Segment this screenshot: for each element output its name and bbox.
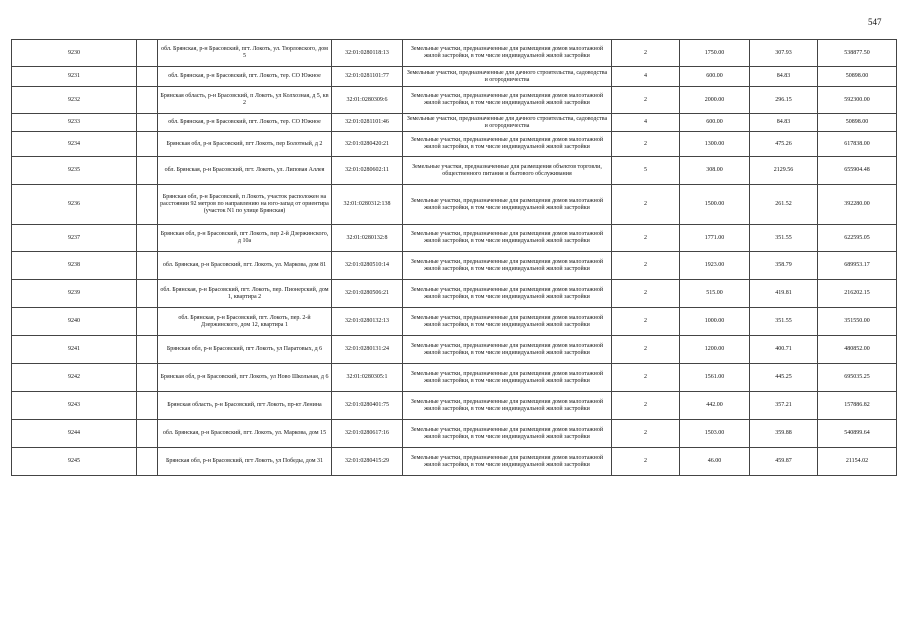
cadastral-cost-cell: 216202.15: [818, 280, 897, 308]
empty-cell: [137, 157, 158, 185]
area-cell: 442.00: [680, 392, 750, 420]
specific-value-cell: 261.52: [750, 185, 818, 225]
empty-cell: [137, 67, 158, 87]
table-row: [12, 114, 897, 132]
row-number: 9238: [12, 252, 137, 280]
page-number: 547: [868, 17, 882, 27]
address-cell: обл. Брянская, р-н Брасовский, пгт. Локоть, ул. Маркова, дом 81: [158, 252, 332, 280]
table-row: [12, 420, 897, 448]
cadastral-number-cell: 32:01:0280617:16: [332, 420, 403, 448]
specific-value-cell: 400.71: [750, 336, 818, 364]
land-use-cell: Земельные участки, предназначенные для размещения домов малоэтажной жилой застройки, в том числе индивидуальной жилой застройки: [403, 308, 612, 336]
row-number: 9230: [12, 40, 137, 67]
land-use-cell: Земельные участки, предназначенные для размещения домов малоэтажной жилой застройки, в том числе индивидуальной жилой застройки: [403, 87, 612, 114]
table-row: [12, 364, 897, 392]
category-cell: 2: [612, 280, 680, 308]
area-cell: 600.00: [680, 67, 750, 87]
cadastral-number-cell: 32:01:0280132:13: [332, 308, 403, 336]
cadastral-number-cell: 32:01:0280510:14: [332, 252, 403, 280]
address-cell: Брянская обл, р-н Брасовский, п Локоть, участок расположен на расстоянии 92 метров по направлению на юго-запад от ориентира (участок N1 по улице Брянская): [158, 185, 332, 225]
category-cell: 2: [612, 336, 680, 364]
category-cell: 2: [612, 364, 680, 392]
address-cell: Брянская обл, р-н Брасовский, пгт Локоть, ул Паратовых, д 6: [158, 336, 332, 364]
empty-cell: [137, 114, 158, 132]
cadastral-number-cell: 32:01:0280415:29: [332, 448, 403, 476]
table-row: [12, 252, 897, 280]
area-cell: 46.00: [680, 448, 750, 476]
category-cell: 2: [612, 87, 680, 114]
row-number: 9242: [12, 364, 137, 392]
cadastral-number-cell: 32:01:0280401:75: [332, 392, 403, 420]
table-row: [12, 40, 897, 67]
row-number: 9245: [12, 448, 137, 476]
row-number: 9237: [12, 225, 137, 252]
category-cell: 2: [612, 420, 680, 448]
address-cell: Брянская обл, р-н Брасовский, пгт Локоть, ул Ново Школьная, д 6: [158, 364, 332, 392]
area-cell: 1000.00: [680, 308, 750, 336]
empty-cell: [137, 252, 158, 280]
empty-cell: [137, 132, 158, 157]
area-cell: 1300.00: [680, 132, 750, 157]
address-cell: обл. Брянская, р-н Брасовский, пгт. Локоть, тер. СО Южное: [158, 114, 332, 132]
land-use-cell: Земельные участки, предназначенные для размещения домов малоэтажной жилой застройки, в том числе индивидуальной жилой застройки: [403, 132, 612, 157]
row-number: 9235: [12, 157, 137, 185]
land-use-cell: Земельные участки, предназначенные для размещения домов малоэтажной жилой застройки, в том числе индивидуальной жилой застройки: [403, 392, 612, 420]
table-row: [12, 157, 897, 185]
address-cell: Брянская обл, р-н Брасовский, пгт Локоть, пер 2-й Дзержинского, д 10а: [158, 225, 332, 252]
category-cell: 5: [612, 157, 680, 185]
cadastral-cost-cell: 592300.00: [818, 87, 897, 114]
row-number: 9233: [12, 114, 137, 132]
specific-value-cell: 357.21: [750, 392, 818, 420]
land-use-cell: Земельные участки, предназначенные для размещения домов малоэтажной жилой застройки, в том числе индивидуальной жилой застройки: [403, 336, 612, 364]
specific-value-cell: 351.55: [750, 225, 818, 252]
cadastral-cost-cell: 157886.82: [818, 392, 897, 420]
cadastral-cost-cell: 622595.05: [818, 225, 897, 252]
empty-cell: [137, 280, 158, 308]
specific-value-cell: 307.93: [750, 40, 818, 67]
category-cell: 2: [612, 132, 680, 157]
table-row: [12, 87, 897, 114]
empty-cell: [137, 392, 158, 420]
table-row: [12, 67, 897, 87]
specific-value-cell: 358.79: [750, 252, 818, 280]
category-cell: 2: [612, 392, 680, 420]
cadastral-number-cell: 32:01:0281101:77: [332, 67, 403, 87]
address-cell: Брянская обл, р-н Брасовский, пгт Локоть, ул Победы, дом 31: [158, 448, 332, 476]
empty-cell: [137, 185, 158, 225]
specific-value-cell: 84.83: [750, 67, 818, 87]
cadastral-number-cell: 32:01:0280602:11: [332, 157, 403, 185]
table-row: [12, 448, 897, 476]
table-row: [12, 185, 897, 225]
address-cell: Брянская область, р-н Брасовский, пгт Локоть, пр-кт Ленина: [158, 392, 332, 420]
table-row: [12, 308, 897, 336]
land-use-cell: Земельные участки, предназначенные для дачного строительства, садоводства и огородничества: [403, 67, 612, 87]
land-use-cell: Земельные участки, предназначенные для размещения домов малоэтажной жилой застройки, в том числе индивидуальной жилой застройки: [403, 40, 612, 67]
table-row: [12, 336, 897, 364]
cadastral-cost-cell: 655904.48: [818, 157, 897, 185]
specific-value-cell: 2129.56: [750, 157, 818, 185]
land-use-cell: Земельные участки, предназначенные для размещения домов малоэтажной жилой застройки, в том числе индивидуальной жилой застройки: [403, 364, 612, 392]
cadastral-cost-cell: 480852.00: [818, 336, 897, 364]
cadastral-number-cell: 32:01:0280312:138: [332, 185, 403, 225]
address-cell: Брянская область, р-н Брасовский, п Локоть, ул Колхозная, д 5, кв 2: [158, 87, 332, 114]
specific-value-cell: 351.55: [750, 308, 818, 336]
land-use-cell: Земельные участки, предназначенные для размещения домов малоэтажной жилой застройки, в том числе индивидуальной жилой застройки: [403, 448, 612, 476]
empty-cell: [137, 308, 158, 336]
empty-cell: [137, 40, 158, 67]
area-cell: 1503.00: [680, 420, 750, 448]
cadastral-cost-cell: 50898.00: [818, 114, 897, 132]
cadastral-cost-cell: 540899.64: [818, 420, 897, 448]
empty-cell: [137, 420, 158, 448]
empty-cell: [137, 364, 158, 392]
area-cell: 2000.00: [680, 87, 750, 114]
land-use-cell: Земельные участки, предназначенные для размещения домов малоэтажной жилой застройки, в том числе индивидуальной жилой застройки: [403, 225, 612, 252]
cadastral-number-cell: 32:01:0280309:6: [332, 87, 403, 114]
address-cell: обл. Брянская, р-н Брасовский, пгт. Локоть, ул. Тюрловского, дом 5: [158, 40, 332, 67]
cadastral-number-cell: 32:01:0280132:8: [332, 225, 403, 252]
specific-value-cell: 475.26: [750, 132, 818, 157]
specific-value-cell: 459.87: [750, 448, 818, 476]
address-cell: обл. Брянская, р-н Брасовский, пгт. Локоть, ул. Липовая Аллея: [158, 157, 332, 185]
category-cell: 4: [612, 67, 680, 87]
empty-cell: [137, 448, 158, 476]
address-cell: Брянская обл, р-н Брасовский, пгт Локоть, пер Болотный, д 2: [158, 132, 332, 157]
cadastral-cost-cell: 351550.00: [818, 308, 897, 336]
category-cell: 2: [612, 252, 680, 280]
area-cell: 1500.00: [680, 185, 750, 225]
address-cell: обл. Брянская, р-н Брасовский, пгт. Локоть, ул. Маркова, дом 15: [158, 420, 332, 448]
row-number: 9231: [12, 67, 137, 87]
land-use-cell: Земельные участки, предназначенные для дачного строительства, садоводства и огородничества: [403, 114, 612, 132]
cadastral-number-cell: 32:01:0281101:46: [332, 114, 403, 132]
address-cell: обл. Брянская, р-н Брасовский, пгт. Локоть, тер. СО Южное: [158, 67, 332, 87]
area-cell: 1923.00: [680, 252, 750, 280]
cadastral-number-cell: 32:01:0280420:21: [332, 132, 403, 157]
empty-cell: [137, 87, 158, 114]
category-cell: 2: [612, 185, 680, 225]
row-number: 9243: [12, 392, 137, 420]
cadastral-cost-cell: 392280.00: [818, 185, 897, 225]
table-row: [12, 392, 897, 420]
specific-value-cell: 445.25: [750, 364, 818, 392]
category-cell: 4: [612, 114, 680, 132]
specific-value-cell: 84.83: [750, 114, 818, 132]
table-row: [12, 225, 897, 252]
cadastral-number-cell: 32:01:0280506:21: [332, 280, 403, 308]
area-cell: 600.00: [680, 114, 750, 132]
table-row: [12, 280, 897, 308]
row-number: 9236: [12, 185, 137, 225]
area-cell: 1561.00: [680, 364, 750, 392]
empty-cell: [137, 336, 158, 364]
land-use-cell: Земельные участки, предназначенные для размещения домов малоэтажной жилой застройки, в том числе индивидуальной жилой застройки: [403, 280, 612, 308]
cadastral-cost-cell: 689953.17: [818, 252, 897, 280]
category-cell: 2: [612, 448, 680, 476]
cadastral-cost-cell: 695035.25: [818, 364, 897, 392]
category-cell: 2: [612, 225, 680, 252]
cadastral-cost-cell: 538877.50: [818, 40, 897, 67]
cadastral-cost-cell: 617838.00: [818, 132, 897, 157]
area-cell: 515.00: [680, 280, 750, 308]
row-number: 9244: [12, 420, 137, 448]
row-number: 9239: [12, 280, 137, 308]
row-number: 9234: [12, 132, 137, 157]
area-cell: 1200.00: [680, 336, 750, 364]
area-cell: 1750.00: [680, 40, 750, 67]
specific-value-cell: 296.15: [750, 87, 818, 114]
cadastral-number-cell: 32:01:0280131:24: [332, 336, 403, 364]
land-registry-table: [11, 39, 897, 476]
row-number: 9241: [12, 336, 137, 364]
cadastral-cost-cell: 21154.02: [818, 448, 897, 476]
cadastral-number-cell: 32:01:0280305:1: [332, 364, 403, 392]
land-use-cell: Земельные участки, предназначенные для размещения домов малоэтажной жилой застройки, в том числе индивидуальной жилой застройки: [403, 252, 612, 280]
empty-cell: [137, 225, 158, 252]
cadastral-number-cell: 32:01:0280118:13: [332, 40, 403, 67]
area-cell: 308.00: [680, 157, 750, 185]
area-cell: 1771.00: [680, 225, 750, 252]
land-use-cell: Земельные участки, предназначенные для размещения домов малоэтажной жилой застройки, в том числе индивидуальной жилой застройки: [403, 420, 612, 448]
row-number: 9240: [12, 308, 137, 336]
cadastral-cost-cell: 50898.00: [818, 67, 897, 87]
table-row: [12, 132, 897, 157]
land-use-cell: Земельные участки, предназначенные для размещения объектов торговли, общественного питания и бытового обслуживания: [403, 157, 612, 185]
category-cell: 2: [612, 308, 680, 336]
land-use-cell: Земельные участки, предназначенные для размещения домов малоэтажной жилой застройки, в том числе индивидуальной жилой застройки: [403, 185, 612, 225]
specific-value-cell: 419.81: [750, 280, 818, 308]
row-number: 9232: [12, 87, 137, 114]
category-cell: 2: [612, 40, 680, 67]
address-cell: обл. Брянская, р-н Брасовский, пгт. Локоть, пер. Пионерский, дом 1, квартира 2: [158, 280, 332, 308]
address-cell: обл. Брянская, р-н Брасовский, пгт. Локоть, пер. 2-й Дзержинского, дом 12, квартира 1: [158, 308, 332, 336]
specific-value-cell: 359.88: [750, 420, 818, 448]
